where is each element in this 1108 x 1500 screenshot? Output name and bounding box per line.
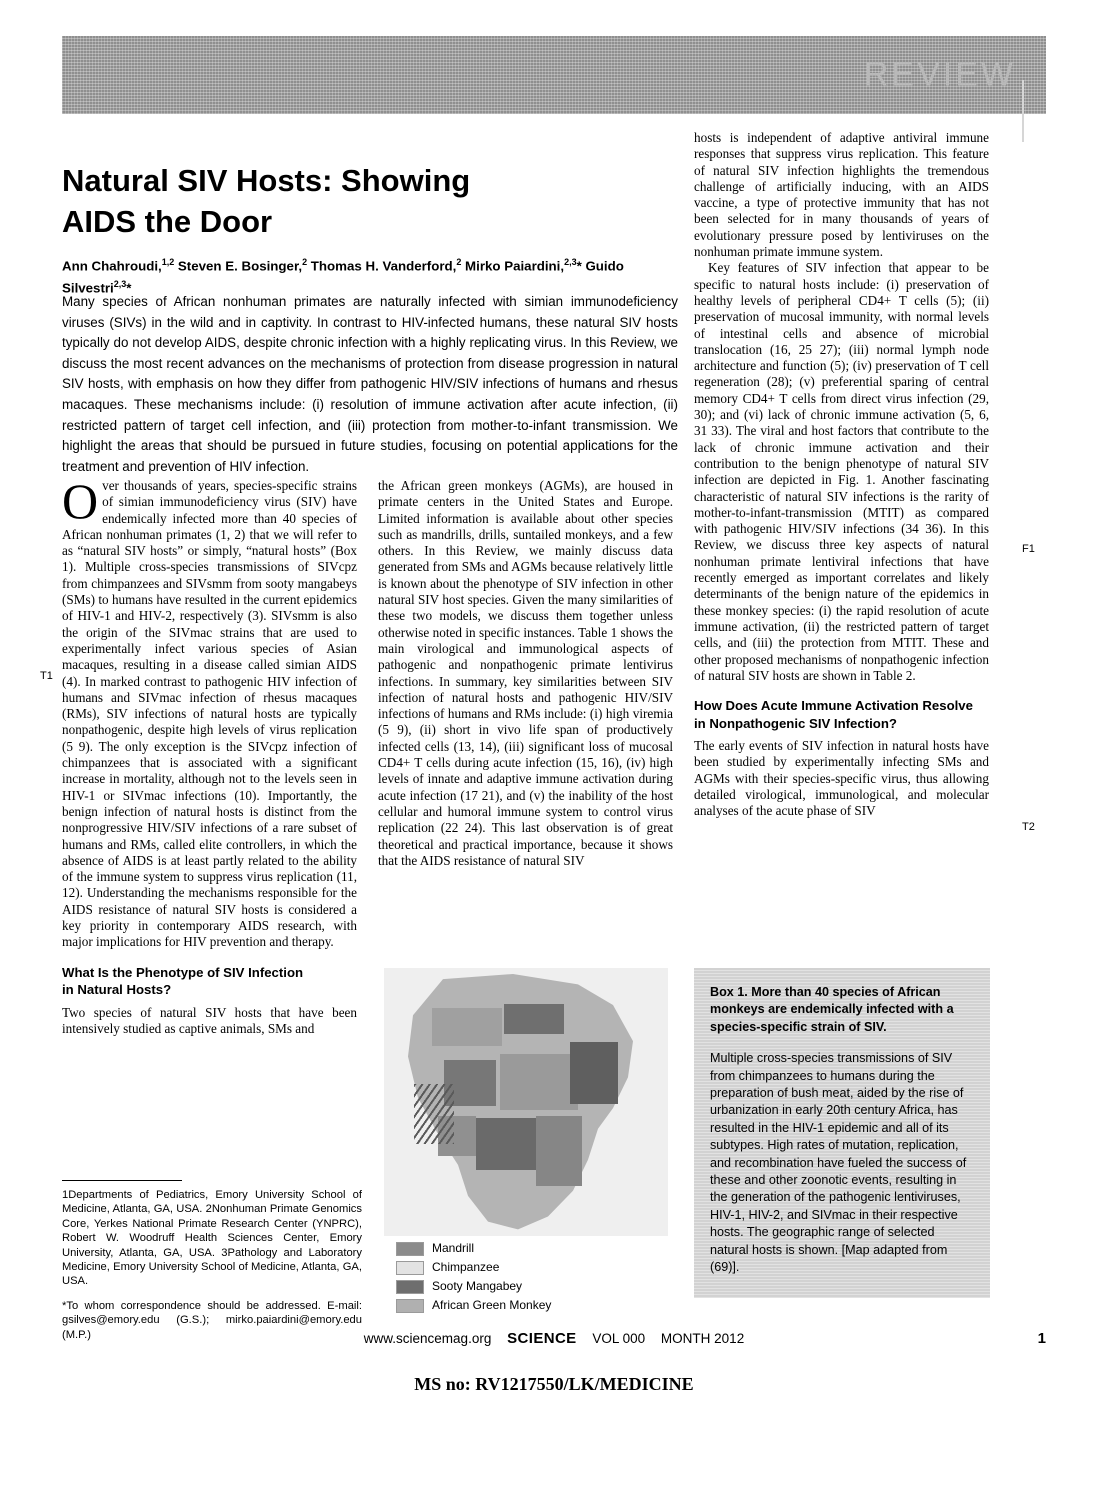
column-2-paragraph-1: the African green monkeys (AGMs), are housed in primate centers in the United States and Europe. Limited information is available about other species such as mandrills, drills, suntailed monkeys, and a few others. In this Review, we mainly discuss data generated from SMs and AGMs because relatively little is known about the phenotype of SIV infection in other natural SIV host species. Given the many similarities of these two models, we discuss them together unless otherwise noted in specific instances. Table 1 shows the main virological and immunological aspects of pathogenic and nonpathogenic primate lentivirus infections. In summary, key similarities between SIV infection of natural hosts and pathogenic HIV/SIV infections of humans and RMs include: (i) high viremia (5 9), (ii) short in vivo life span of productively infected cells (13, 14), (iii) significant loss of mucosal CD4+ T cells during acute infection (15, 16), (iv) high levels of innate and adaptive immune activation during acute infection (17 21), and (v) the inability of the host cellular and humoral immune system to control virus replication (22 24). This last observation is of great theoretical and practical importance, because it shows that the AIDS resistance of natural SIV (378, 478, 673, 868)
map-graphic (384, 968, 668, 1236)
map-hatching (414, 1084, 454, 1144)
footnote-divider (62, 1180, 182, 1181)
correspondence-note: *To whom correspondence should be addressed. E-mail: gsilves@emory.edu (G.S.); mirko.paiardini@emory.edu (M.P.) (62, 1299, 362, 1341)
column-3-paragraph-2: Key features of SIV infection that appear to be specific to natural hosts include: (i) preservation of healthy levels of peripheral CD4+ T cells (5); (ii) preservation of mucosal immunity, with normal levels of intestinal cells and absence of microbial translocation (16, 25 27); (iii) normal lymph node architecture and function (5); (iv) preservation of T cell regeneration (28); (v) preferential sparing of central memory CD4+ T cells from direct virus infection (29, 30); and (vi) lack of chronic immune activation (5, 6, 31 33). The viral and host factors that contribute to the lack of chronic immune activation and their contribution to the benign phenotype of natural SIV infection are depicted in Fig. 1. Another fascinating characteristic of natural SIV infections is the rarity of mother-to-infant-transmission (MTIT) as compared with pathogenic HIV/SIV infections (34 36). In this Review, we discuss three key aspects of natural nonhuman primate lentiviral infections that have recently emerged as important correlates and likely determinants of the benign nature of the epidemics in these monkey species: (i) the rapid resolution of acute immune activation, (ii) the restricted pattern of target cells, and (iii) the protection from MTIT. These and other proposed mechanisms of nonpathogenic infection of natural SIV hosts are shown in Table 2. (694, 260, 989, 683)
footnote-block (62, 1188, 362, 1342)
legend-item-african-green-monkey (396, 1297, 646, 1314)
map-region-1 (432, 1008, 502, 1046)
author-list: Ann Chahroudi,$^{1,2}$ Steven E. Bosinger,$^2$ Thomas H. Vanderford,$^2$ Mirko Paiardini,$^{2,3}$* Guido Silvestri$^{2,3}$* (62, 257, 624, 296)
legend-label-mandrill: Mandrill (432, 1241, 475, 1255)
legend-swatch-icon-african-green-monkey (396, 1299, 424, 1313)
footer-website: www.sciencemag.org (363, 1331, 492, 1346)
margin-label-t2: T2 (1022, 821, 1035, 833)
section-heading-phenotype-line-2: in Natural Hosts? (62, 982, 172, 998)
abstract: Many species of African nonhuman primates are naturally infected with simian immunodeficiency viruses (SIVs) in the wild and in captivity. In contrast to HIV-infected humans, these natural SIV hosts typically do not develop AIDS, despite chronic infection with a highly replicating virus. In this Review, we discuss the most recent advances on the mechanisms of protection from disease progression in natural SIV hosts, with emphasis on how they differ from pathogenic HIV/SIV infections of humans and rhesus macaques. These mechanisms include: (i) resolution of immune activation after acute infection, (ii) restricted pattern of target cell infection, and (iii) protection from mother-to-infant transmission. We highlight the areas that should be pursued in future studies, focusing on potential applications for the treatment and prevention of HIV infection. (62, 294, 678, 474)
column-1-paragraph-1 (62, 473, 357, 951)
legend-item-sooty-mangabey (396, 1278, 646, 1295)
legend-label-african-green-monkey: African Green Monkey (432, 1298, 552, 1312)
section-heading-acute-activation-line-2: in Nonpathogenic SIV Infection? (694, 715, 897, 731)
legend-item-mandrill (396, 1240, 646, 1257)
map-region-4 (500, 1054, 578, 1110)
legend-swatch-icon-chimpanzee (396, 1261, 424, 1275)
body-column-1 (62, 473, 357, 1037)
page-title (62, 160, 622, 242)
footer-volume: VOL 000 (592, 1331, 646, 1346)
figure-africa-map (378, 968, 674, 1312)
author-affiliations: 1Departments of Pediatrics, Emory University School of Medicine, Atlanta, GA, USA. 2Nonhuman Primate Genomics Core, Yerkes National Primate Research Center (YNPRC), Robert W. Woodruff Health Sciences Center, Emory University, Atlanta, GA, USA. 3Pathology and Laboratory Medicine, Emory University School of Medicine, Atlanta, GA, USA. (62, 1189, 362, 1288)
map-region-6 (536, 1116, 582, 1186)
page-number: 1 (1037, 1330, 1046, 1347)
review-header-band (62, 36, 1046, 114)
footer-issue: MONTH 2012 (660, 1331, 745, 1346)
margin-label-t1: T1 (40, 670, 53, 682)
title-line-2: AIDS the Door (62, 204, 273, 239)
header-divider (1022, 80, 1024, 142)
drop-cap: O (62, 473, 99, 529)
page-footer (0, 1330, 1108, 1347)
box-1-content (694, 968, 990, 1291)
legend-item-chimpanzee (396, 1259, 646, 1276)
section-heading-acute-activation-line-1: How Does Acute Immune Activation Resolve (694, 698, 973, 714)
review-label: REVIEW (863, 55, 1016, 94)
legend-swatch-icon-mandrill (396, 1242, 424, 1256)
box-1 (694, 968, 990, 1298)
map-legend (396, 1240, 646, 1316)
body-column-3 (694, 130, 989, 820)
section-heading-phenotype (62, 964, 357, 999)
map-region-5 (476, 1118, 540, 1170)
map-region-7 (570, 1042, 618, 1104)
margin-label-f1: F1 (1022, 543, 1035, 555)
legend-swatch-icon-sooty-mangabey (396, 1280, 424, 1294)
section-heading-acute-activation (694, 697, 989, 732)
section-heading-phenotype-line-1: What Is the Phenotype of SIV Infection (62, 964, 304, 980)
column-1-paragraph-1-text: ver thousands of years, species-specific strains of simian immunodeficiency virus (SIV) have endemically infected more than 40 species of African nonhuman primates (1, 2) that we will refer to as “natural SIV hosts” or simply, “natural hosts” (Box 1). Multiple cross-species transmissions of SIVcpz from chimpanzees and SIVsmm from sooty mangabeys (SMs) to humans have resulted in the current epidemics of HIV-1 and HIV-2, respectively (3). SIVsmm is also the origin of the SIVmac strains that are used to experimentally infect various species of Asian macaques, resulting in a disease called simian AIDS (4). In marked contrast to pathogenic HIV infection of humans and SIVmac infection of rhesus macaques (RMs), SIV infections of natural hosts are typically nonpathogenic, despite high levels of virus replication (5 9). The only exception is the SIVcpz infection of chimpanzees that is associated with a significant increase in mortality, although not to the levels seen in HIV-1 or SIVmac infections (10). Importantly, the benign infection of natural hosts is distinct from the nonprogressive HIV/SIV infections of a rare subset of humans and RMs, called elite controllers, in which the absence of AIDS is at least partly related to the ability of the immune system to suppress virus replication (11, 12). Understanding the mechanisms responsible for the AIDS resistance of natural SIV hosts is considered a key priority in contemporary AIDS research, with major implications for HIV prevention and therapy. (62, 478, 357, 950)
legend-label-chimpanzee: Chimpanzee (432, 1260, 500, 1274)
legend-label-sooty-mangabey: Sooty Mangabey (432, 1279, 523, 1293)
map-region-2 (504, 1004, 564, 1034)
box-1-title: Box 1. More than 40 species of African monkeys are endemically infected with a species-specific strain of SIV. (710, 985, 954, 1034)
body-column-2 (378, 478, 673, 869)
box-1-body: Multiple cross-species transmissions of SIV from chimpanzees to humans during the preparation of bush meat, aided by the rise of urbanization in early 20th century Africa, has resulted in the HIV-1 epidemic and all of its subtypes. High rates of mutation, replication, and recombination have fueled the success of these and other zoonotic events, resulting in the generation of the pathogenic lentiviruses, HIV-1, HIV-2, and SIVmac in their respective hosts. The geographic range of selected natural hosts is shown. [Map adapted from (69)]. (710, 1051, 967, 1275)
column-3-paragraph-1: hosts is independent of adaptive antiviral immune responses that suppress virus replication. This feature of natural SIV infection highlights the tremendous challenge of artificially inducing, with an AIDS vaccine, a type of protective immunity that has not been selected for in many thousands of years of evolutionary pressure posed by lentiviruses on the nonhuman primate immune system. (694, 130, 989, 260)
title-line-1: Natural SIV Hosts: Showing (62, 163, 471, 198)
footer-journal: SCIENCE (507, 1330, 577, 1347)
column-1-paragraph-2: Two species of natural SIV hosts that have been intensively studied as captive animals, SMs and (62, 1004, 357, 1036)
manuscript-number: MS no: RV1217550/LK/MEDICINE (414, 1374, 694, 1394)
column-3-paragraph-3: The early events of SIV infection in natural hosts have been studied by experimentally infecting SMs and AGMs with their species-specific virus, thus allowing detailed virological, immunological, and molecular analyses of the acute phase of SIV (694, 738, 989, 819)
